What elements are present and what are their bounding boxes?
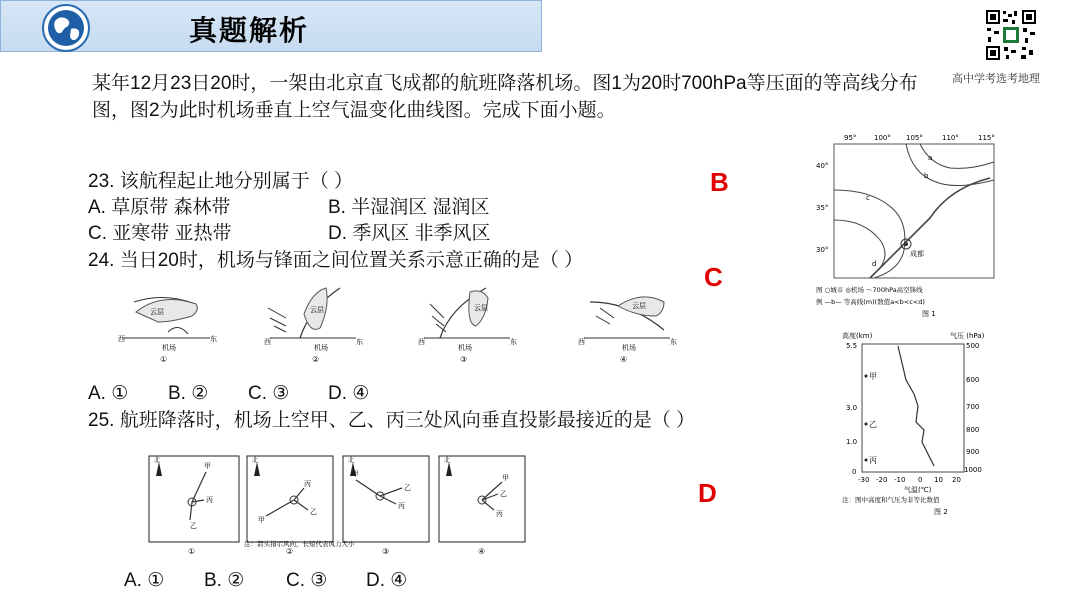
q24-diagram-1[interactable] xyxy=(118,297,217,364)
q25-d4-bing: 丙 xyxy=(496,510,503,518)
fig1-contour-b: b xyxy=(924,172,929,180)
d2-cloud-label: 云层 xyxy=(310,306,324,314)
question-25-stem: 25. 航班降落时，机场上空甲、乙、丙三处风向垂直投影最接近的是（ ） xyxy=(88,410,695,431)
d1-cloud-label: 云层 xyxy=(150,308,164,316)
fig1-lon-105: 105° xyxy=(906,134,923,142)
q25-diagrams xyxy=(148,454,528,560)
d1-east-label: 东 xyxy=(210,335,217,343)
figure-2-temperature-profile xyxy=(838,330,1008,518)
q24-diagram-4[interactable] xyxy=(578,297,677,364)
fig1-lon-110: 110° xyxy=(942,134,959,142)
page-title: 真题解析 xyxy=(189,14,310,47)
q23-option-a[interactable]: A. 草原带 森林带 xyxy=(88,197,231,218)
q25-d3-north: 北 xyxy=(348,457,355,464)
q25-d1-north: 北 xyxy=(154,457,161,464)
fig2-y-right-title: 气压 (hPa) xyxy=(950,332,985,340)
d3-cloud-label: 云层 xyxy=(474,304,488,312)
q23-answer: B xyxy=(710,167,729,197)
globe-icon xyxy=(41,3,91,53)
qr-code-icon xyxy=(985,9,1037,61)
d4-cloud-label: 云层 xyxy=(632,302,646,310)
fig1-lat-30: 30° xyxy=(816,246,829,254)
fig1-legend-row2: 例 —b— 等高线(m)(数值a<b<c<d) xyxy=(816,298,925,306)
q24-answer: C xyxy=(704,262,723,292)
q25-d2-number: ② xyxy=(286,547,294,556)
q24-option-b[interactable]: B. ② xyxy=(168,383,209,404)
q23-option-b[interactable]: B. 半湿润区 湿润区 xyxy=(328,197,490,218)
fig2-t--20: -20 xyxy=(876,476,888,484)
q25-option-c[interactable]: C. ③ xyxy=(286,570,328,591)
fig2-y-left-title: 高度(km) xyxy=(842,332,873,340)
q25-diagram-1[interactable] xyxy=(149,456,239,556)
fig2-point-bing: 丙 xyxy=(869,456,877,465)
q23-option-d[interactable]: D. 季风区 非季风区 xyxy=(328,223,491,244)
q24-option-c[interactable]: C. ③ xyxy=(248,383,290,404)
d1-west-label: 西 xyxy=(118,335,125,343)
q25-d2-north: 北 xyxy=(252,457,259,464)
header-banner xyxy=(0,0,542,52)
d3-east-label: 东 xyxy=(510,338,517,346)
q25-d2-bing: 丙 xyxy=(304,480,311,488)
fig2-t--30: -30 xyxy=(858,476,870,484)
fig2-x-title: 气温(℃) xyxy=(904,486,932,494)
fig2-h-1.0: 1.0 xyxy=(846,438,858,446)
fig1-contour-c: c xyxy=(866,194,870,202)
fig1-caption: 图 1 xyxy=(922,310,936,318)
q25-d3-jia: 甲 xyxy=(352,470,359,478)
q25-d3-bing: 丙 xyxy=(398,502,405,510)
fig2-p-500: 500 xyxy=(966,342,980,350)
q25-option-a[interactable]: A. ① xyxy=(124,570,165,591)
q25-d4-north: 北 xyxy=(444,457,451,464)
question-23-stem: 23. 该航程起止地分别属于（ ） xyxy=(88,171,353,192)
fig1-lon-95: 95° xyxy=(844,134,857,142)
q24-option-a[interactable]: A. ① xyxy=(88,383,129,404)
qr-caption: 高中学考选考地理 xyxy=(952,72,1040,85)
q25-d4-yi: 乙 xyxy=(500,490,507,498)
fig2-t--10: -10 xyxy=(894,476,906,484)
d3-west-label: 西 xyxy=(418,338,425,346)
d2-airport-label: 机场 xyxy=(314,344,328,352)
q25-d4-number: ④ xyxy=(478,547,486,556)
q25-d3-number: ③ xyxy=(382,547,390,556)
q25-d1-yi: 乙 xyxy=(190,522,197,530)
d2-number: ② xyxy=(312,355,320,364)
fig1-lon-115: 115° xyxy=(978,134,995,142)
fig1-lon-100: 100° xyxy=(874,134,891,142)
q25-option-d[interactable]: D. ④ xyxy=(366,570,408,591)
q24-option-d[interactable]: D. ④ xyxy=(328,383,370,404)
fig2-t-10: 10 xyxy=(934,476,943,484)
figure-1-contour-map xyxy=(810,130,1010,320)
question-24-stem: 24. 当日20时，机场与锋面之间位置关系示意正确的是（ ） xyxy=(88,250,584,271)
fig2-h-3.0: 3.0 xyxy=(846,404,858,412)
q25-d1-bing: 丙 xyxy=(206,496,213,504)
d2-west-label: 西 xyxy=(264,338,271,346)
q25-d2-jia: 甲 xyxy=(258,516,265,524)
q25-note: 注：箭头指示风向，长短代表风力大小 xyxy=(244,540,355,548)
d2-east-label: 东 xyxy=(356,338,363,346)
q25-diagram-4[interactable] xyxy=(439,456,525,556)
d4-airport-label: 机场 xyxy=(622,344,636,352)
fig2-t-0: 0 xyxy=(918,476,923,484)
fig1-contour-a: a xyxy=(928,154,933,162)
fig1-lat-40: 40° xyxy=(816,162,829,170)
d1-number: ① xyxy=(160,355,168,364)
fig2-p-900: 900 xyxy=(966,448,980,456)
fig2-caption: 图 2 xyxy=(934,508,948,516)
fig2-h-0: 0 xyxy=(852,468,857,476)
fig2-p-700: 700 xyxy=(966,403,980,411)
d3-number: ③ xyxy=(460,355,468,364)
fig2-point-yi: 乙 xyxy=(869,420,877,429)
q25-diagram-3[interactable] xyxy=(343,456,429,556)
q24-diagram-2[interactable] xyxy=(264,288,363,364)
fig2-h-5.5: 5.5 xyxy=(846,342,858,350)
d4-west-label: 西 xyxy=(578,338,585,346)
fig2-point-jia: 甲 xyxy=(869,372,877,381)
fig2-p-800: 800 xyxy=(966,426,980,434)
d3-airport-label: 机场 xyxy=(458,344,472,352)
fig2-t-20: 20 xyxy=(952,476,961,484)
d4-number: ④ xyxy=(620,355,628,364)
q25-d1-jia: 甲 xyxy=(204,462,211,470)
q24-diagrams xyxy=(110,284,690,370)
intro-paragraph: 某年12月23日20时，一架由北京直飞成都的航班降落机场。图1为20时700hPa等压面的等高线分布图，图2为此时机场垂直上空气温变化曲线图。完成下面小题。 xyxy=(92,73,918,121)
q25-d3-yi: 乙 xyxy=(404,484,411,492)
fig2-p-600: 600 xyxy=(966,376,980,384)
fig1-lat-35: 35° xyxy=(816,204,829,212)
q25-d1-number: ① xyxy=(188,547,196,556)
fig1-city-label: 成都 xyxy=(910,250,924,258)
q25-option-b[interactable]: B. ② xyxy=(204,570,245,591)
q25-d4-jia: 甲 xyxy=(502,474,509,482)
fig1-legend-row1: 图 ○城市 ◎机场 ～700hPa高空锋线 xyxy=(816,286,923,294)
fig2-note: 注：图中高度和气压为非等比数值 xyxy=(842,496,940,504)
q25-d2-yi: 乙 xyxy=(310,508,317,516)
d4-east-label: 东 xyxy=(670,338,677,346)
q23-option-c[interactable]: C. 亚寒带 亚热带 xyxy=(88,223,232,244)
fig1-contour-d: d xyxy=(872,260,877,268)
q24-diagram-3[interactable] xyxy=(418,288,517,364)
fig2-p-1000: 1000 xyxy=(964,466,982,474)
q25-answer: D xyxy=(698,478,717,508)
d1-airport-label: 机场 xyxy=(162,344,176,352)
